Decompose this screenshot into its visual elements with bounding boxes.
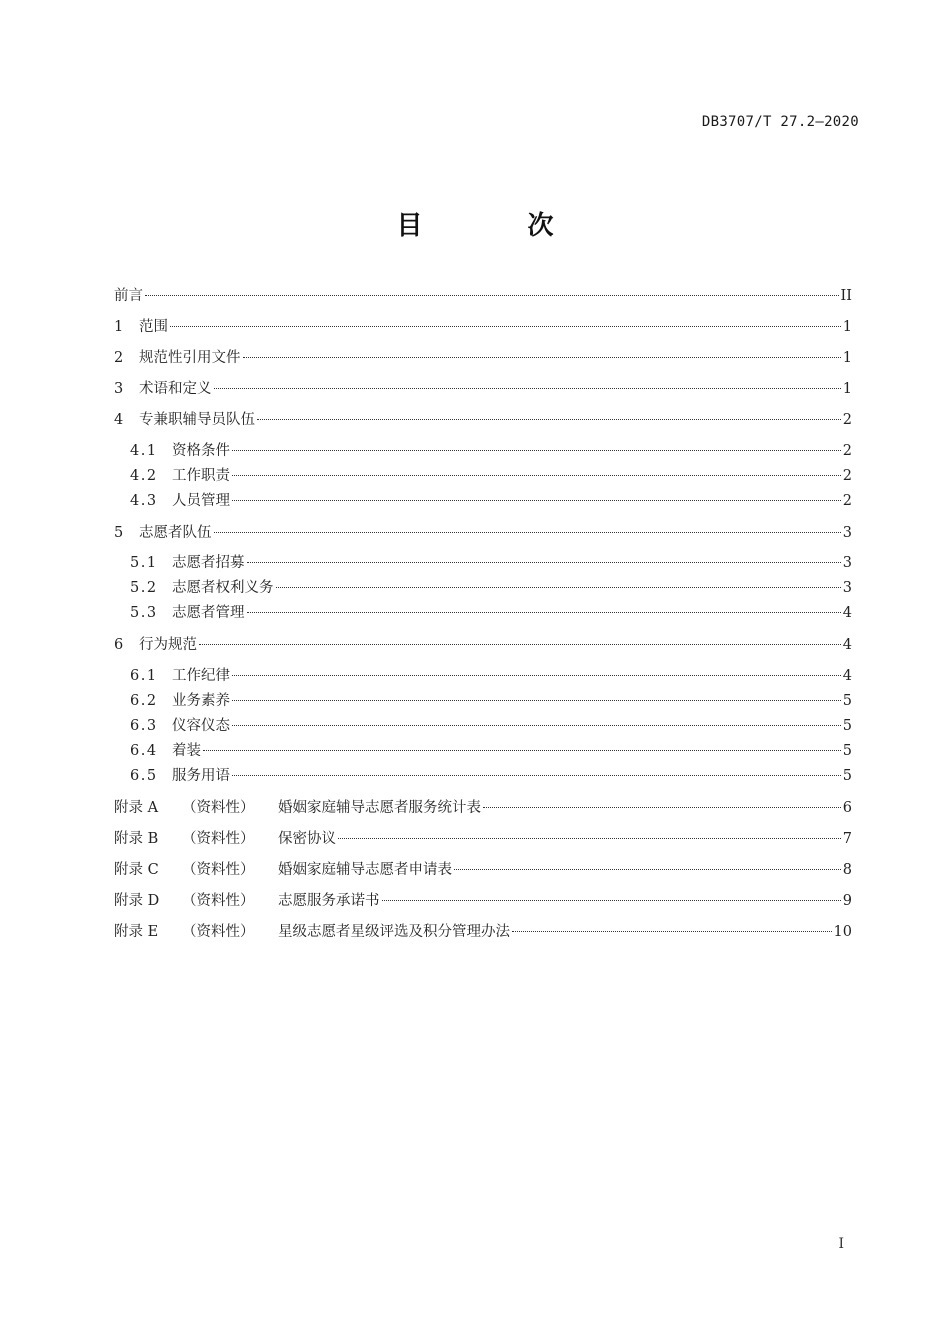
toc-entry-number: 4: [114, 412, 124, 428]
toc-entry-label: 行为规范: [139, 637, 197, 653]
toc-entry-number: 5.1: [130, 555, 158, 571]
toc-entry-page: 10: [833, 924, 852, 940]
toc-entry-4-1[interactable]: [130, 440, 852, 462]
toc-entry-6-3[interactable]: [130, 715, 852, 737]
toc-entry-label: 志愿者管理: [172, 605, 245, 621]
toc-dot-leader: [243, 357, 841, 358]
toc-entry-page: 5: [842, 768, 852, 784]
toc-entry-6-4[interactable]: [130, 740, 852, 762]
toc-dot-leader: [145, 295, 839, 296]
toc-entry-number: 附录 B: [114, 831, 159, 847]
toc-entry-page: 1: [842, 350, 852, 366]
toc-entry-number: 5.2: [130, 580, 158, 596]
toc-entry-note: （资料性）: [182, 831, 255, 847]
toc-dot-leader: [257, 419, 841, 420]
toc-entry-number: 附录 A: [114, 800, 159, 816]
toc-entry-page: 5: [842, 693, 852, 709]
toc-dot-leader: [232, 675, 841, 676]
toc-dot-leader: [512, 931, 832, 932]
toc-entry-page: 1: [842, 319, 852, 335]
toc-entry-label: 专兼职辅导员队伍: [139, 412, 255, 428]
toc-dot-leader: [214, 388, 841, 389]
toc-entry-number: 4.3: [130, 493, 158, 509]
toc-entry-number: 6.4: [130, 743, 158, 759]
toc-entry-label: 资格条件: [172, 443, 230, 459]
toc-entry-number: 6: [114, 637, 124, 653]
toc-entry-page: 4: [842, 637, 852, 653]
toc-entry-label: 人员管理: [172, 493, 230, 509]
toc-entry-5-1[interactable]: [130, 552, 852, 574]
toc-dot-leader: [232, 450, 841, 451]
toc-entry-label: 仪容仪态: [172, 718, 230, 734]
toc-entry-label: 业务素养: [172, 693, 230, 709]
document-code: DB3707/T 27.2—2020: [701, 114, 859, 130]
toc-dot-leader: [232, 700, 841, 701]
toc-dot-leader: [232, 500, 841, 501]
toc-entry-label: 志愿者队伍: [139, 525, 212, 541]
toc-entry-number: 6.5: [130, 768, 158, 784]
toc-entry-page: 1: [842, 381, 852, 397]
toc-dot-leader: [199, 644, 841, 645]
toc-entry-page: 5: [842, 743, 852, 759]
toc-entry-5[interactable]: [114, 522, 852, 544]
toc-entry-label: 术语和定义: [139, 381, 212, 397]
toc-entry-number: 4.1: [130, 443, 158, 459]
toc-entry-5-3[interactable]: [130, 602, 852, 624]
toc-entry-page: 3: [842, 580, 852, 596]
toc-entry-6[interactable]: [114, 634, 852, 656]
toc-entry-page: 6: [842, 800, 852, 816]
toc-entry-label: 着装: [172, 743, 201, 759]
toc-entry-number: 附录 D: [114, 893, 160, 909]
toc-entry-4-2[interactable]: [130, 465, 852, 487]
toc-entry-appendix-b[interactable]: [114, 828, 852, 850]
page-number: I: [838, 1236, 844, 1252]
toc-dot-leader: [170, 326, 841, 327]
toc-entry-page: 4: [842, 668, 852, 684]
toc-entry-page: 3: [842, 525, 852, 541]
toc-entry-4[interactable]: [114, 409, 852, 431]
toc-entry-page: II: [840, 288, 852, 304]
toc-entry-2[interactable]: [114, 347, 852, 369]
toc-dot-leader: [232, 725, 841, 726]
toc-entry-label: 规范性引用文件: [139, 350, 241, 366]
toc-entry-label: 工作纪律: [172, 668, 230, 684]
toc-entry-page: 8: [842, 862, 852, 878]
toc-entry-label: 服务用语: [172, 768, 230, 784]
toc-entry-appendix-e[interactable]: [114, 921, 852, 943]
toc-entry-6-2[interactable]: [130, 690, 852, 712]
toc-dot-leader: [454, 869, 841, 870]
toc-entry-4-3[interactable]: [130, 490, 852, 512]
toc-entry-number: 6.1: [130, 668, 158, 684]
toc-entry-3[interactable]: [114, 378, 852, 400]
toc-entry-number: 1: [114, 319, 124, 335]
toc-entry-6-1[interactable]: [130, 665, 852, 687]
toc-dot-leader: [247, 562, 841, 563]
toc-entry-number: 2: [114, 350, 124, 366]
toc-entry-appendix-c[interactable]: [114, 859, 852, 881]
toc-dot-leader: [338, 838, 841, 839]
toc-entry-label: 范围: [139, 319, 168, 335]
toc-entry-6-5[interactable]: [130, 765, 852, 787]
toc-entry-label: 保密协议: [278, 831, 336, 847]
toc-entry-number: 3: [114, 381, 124, 397]
toc-entry-label: 志愿者权利义务: [172, 580, 274, 596]
toc-entry-note: （资料性）: [182, 893, 255, 909]
toc-entry-page: 7: [842, 831, 852, 847]
toc-entry-page: 3: [842, 555, 852, 571]
toc-entry-note: （资料性）: [182, 924, 255, 940]
toc-entry-page: 2: [842, 493, 852, 509]
page-title: 目 次: [396, 211, 602, 241]
toc-entry-label: 前言: [114, 288, 143, 304]
toc-entry-label: 志愿者招募: [172, 555, 245, 571]
toc-entry-label: 星级志愿者星级评选及积分管理办法: [278, 924, 510, 940]
toc-entry-page: 4: [842, 605, 852, 621]
toc-entry-label: 婚姻家庭辅导志愿者申请表: [278, 862, 452, 878]
toc-entry-appendix-d[interactable]: [114, 890, 852, 912]
toc-entry-number: 附录 C: [114, 862, 159, 878]
toc-entry-1[interactable]: [114, 316, 852, 338]
toc-dot-leader: [203, 750, 841, 751]
toc-dot-leader: [247, 612, 841, 613]
toc-entry-page: 2: [842, 412, 852, 428]
toc-entry-page: 9: [842, 893, 852, 909]
toc-entry-foreword[interactable]: [114, 285, 852, 307]
toc-entry-label: 工作职责: [172, 468, 230, 484]
toc-dot-leader: [276, 587, 841, 588]
toc-entry-label: 婚姻家庭辅导志愿者服务统计表: [278, 800, 481, 816]
toc-entry-note: （资料性）: [182, 862, 255, 878]
toc-dot-leader: [483, 807, 841, 808]
toc-entry-page: 5: [842, 718, 852, 734]
toc-entry-label: 志愿服务承诺书: [278, 893, 380, 909]
toc-entry-number: 4.2: [130, 468, 158, 484]
toc-entry-page: 2: [842, 443, 852, 459]
toc-entry-appendix-a[interactable]: [114, 797, 852, 819]
toc-dot-leader: [214, 532, 841, 533]
toc-dot-leader: [232, 775, 841, 776]
toc-entry-number: 6.3: [130, 718, 158, 734]
toc-entry-5-2[interactable]: [130, 577, 852, 599]
toc-entry-number: 6.2: [130, 693, 158, 709]
toc-entry-number: 附录 E: [114, 924, 159, 940]
toc-entry-note: （资料性）: [182, 800, 255, 816]
toc-dot-leader: [232, 475, 841, 476]
toc-entry-page: 2: [842, 468, 852, 484]
toc-entry-number: 5: [114, 525, 124, 541]
toc-entry-number: 5.3: [130, 605, 158, 621]
toc-dot-leader: [382, 900, 841, 901]
